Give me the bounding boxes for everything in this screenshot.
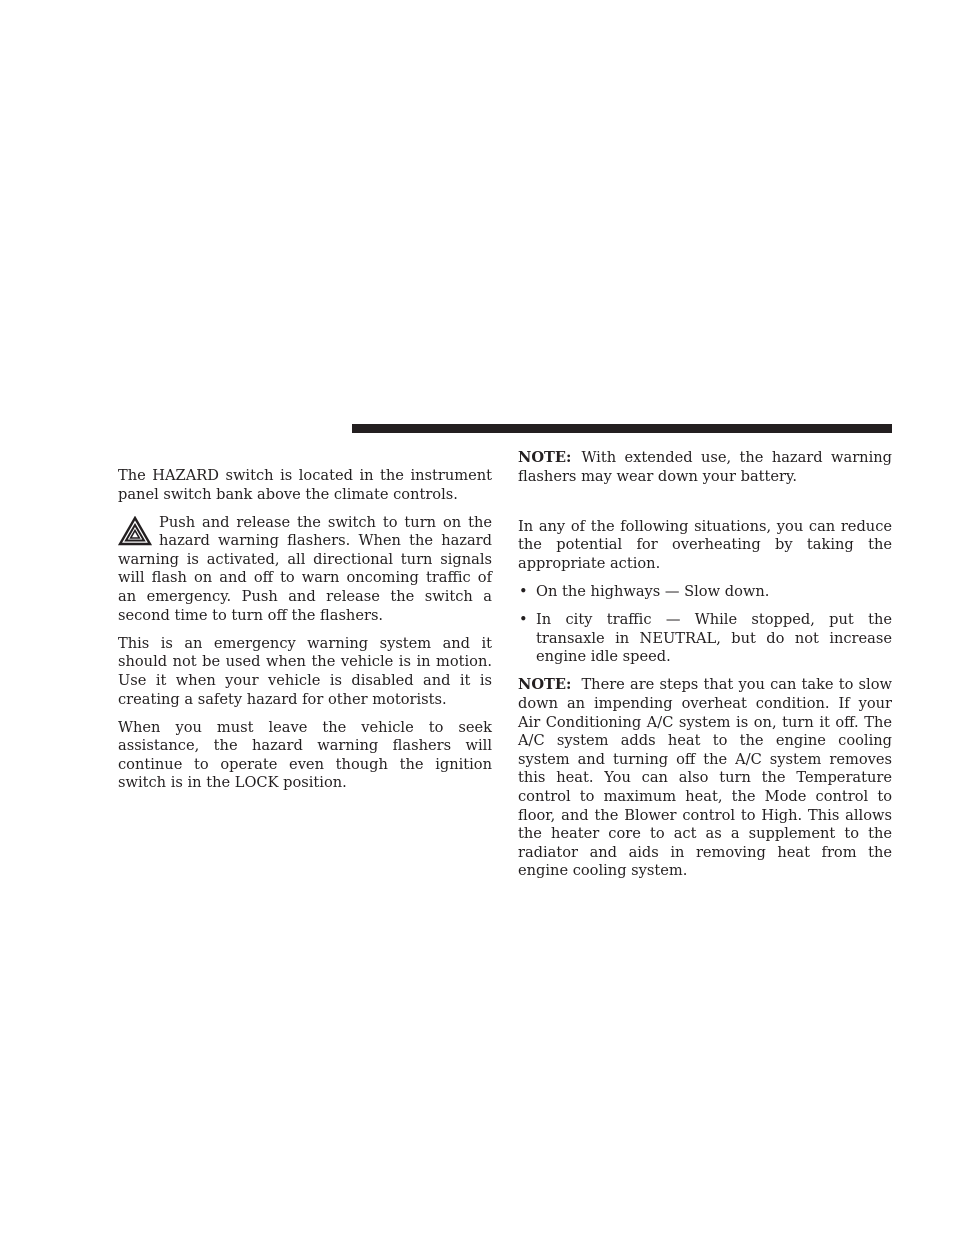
list-item <box>518 583 892 602</box>
overheating-actions-list <box>518 583 892 667</box>
hazard-warning-triangle-icon <box>118 516 152 546</box>
hazard-usage-paragraph: This is an emergency warning system and it should not be used when the vehicle is in motion. Use it when your vehicle is disabled and it is creating a safety hazard for other motorists. <box>118 634 492 708</box>
list-item <box>518 611 892 667</box>
note-label: NOTE: <box>518 676 572 694</box>
note-text: With extended use, the hazard warning flashers may wear down your battery. <box>518 449 892 485</box>
list-item-text: In city traffic — While stopped, put the transaxle in NEUTRAL, but do not increase engine idle speed. <box>536 611 892 666</box>
overheating-intro-paragraph: In any of the following situations, you can reduce the potential for overheating by taking the appropriate action. <box>518 517 892 572</box>
bullet: • <box>519 611 528 629</box>
hazard-location-paragraph: The HAZARD switch is located in the instrument panel switch bank above the climate controls. <box>118 467 492 503</box>
hazard-leave-vehicle-paragraph: When you must leave the vehicle to seek assistance, the hazard warning flashers will continue to operate even though the ignition switch is in the LOCK position. <box>118 718 492 792</box>
note-text: There are steps that you can take to slow down an impending overheat condition. If your Air Conditioning A/C system is on, turn it off. The A/C system adds heat to the engine cooling system and turning off the A/C system removes this heat. You can also turn the Temperature control to maximum heat, the Mode control to floor, and the Blower control to High. This allows the heater core to act as a supplement to the radiator and aids in removing heat from the engine cooling system. <box>518 676 892 880</box>
battery-note <box>518 449 892 486</box>
overheat-steps-note <box>518 676 892 881</box>
hazard-operation-paragraph: Push and release the switch to turn on the hazard warning flashers. When the hazard warning is activated, all directional turn signals will flash on and off to warn oncoming traffic of an emergency. Push and release the switch a second time to turn off the flashers. <box>118 513 492 624</box>
list-item-text: On the highways — Slow down. <box>536 582 770 600</box>
bullet: • <box>519 582 528 600</box>
section-header-rule <box>352 424 892 433</box>
hazard-column <box>118 467 492 803</box>
hazard-operation-block <box>118 514 492 626</box>
overheating-column <box>518 449 892 890</box>
note-label: NOTE: <box>518 449 572 466</box>
